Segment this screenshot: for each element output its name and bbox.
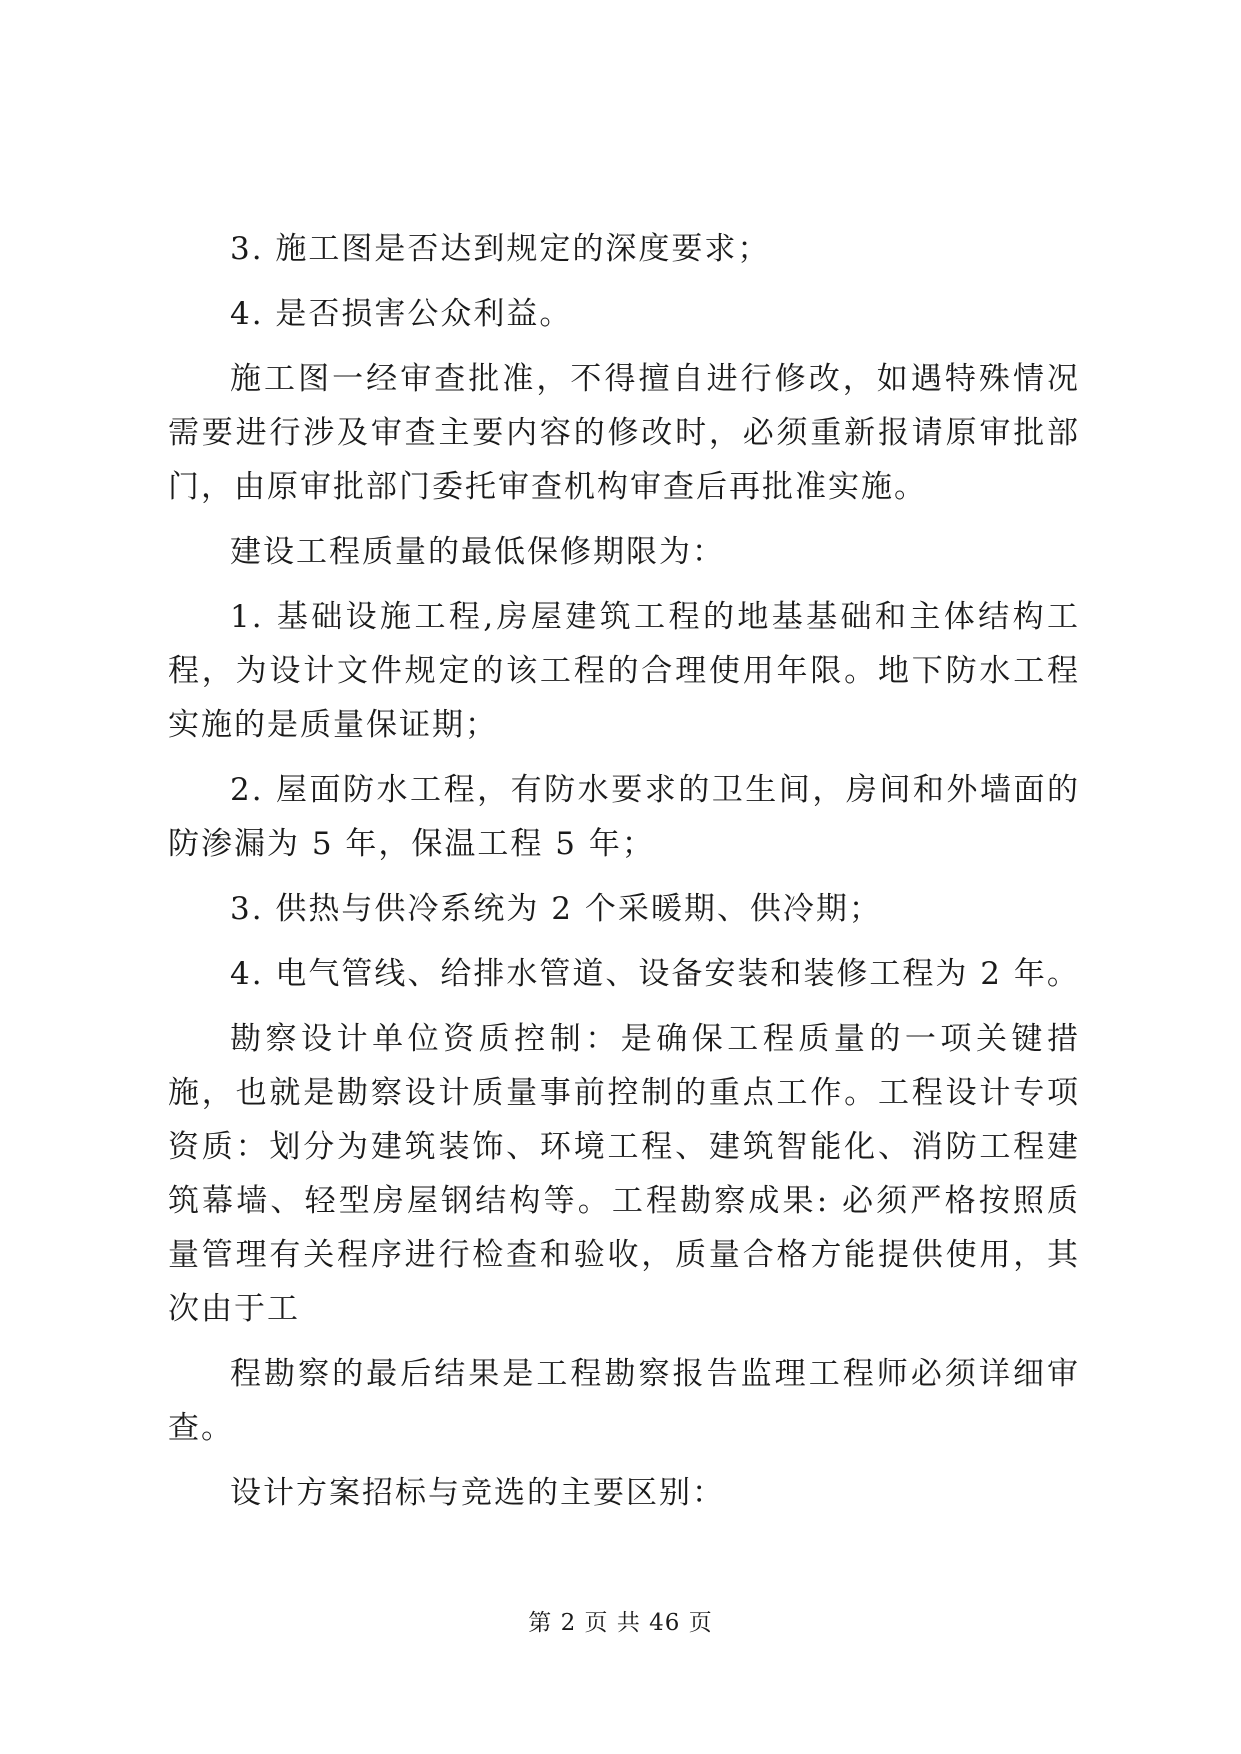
paragraph: 设计方案招标与竞选的主要区别： bbox=[230, 1475, 725, 1511]
paragraph: 3. 供热与供冷系统为 2 个采暖期、供冷期； bbox=[230, 891, 882, 927]
paragraph: 3. 施工图是否达到规定的深度要求； bbox=[230, 231, 771, 267]
paragraph: 4. 电气管线、给排水管道、设备安装和装修工程为 2 年。 bbox=[230, 956, 1080, 992]
paragraph: 2. 屋面防水工程，有防水要求的卫生间，房间和外墙面的防渗漏为 5 年，保温工程 5 年； bbox=[168, 772, 1080, 862]
paragraph: 1. 基础设施工程,房屋建筑工程的地基基础和主体结构工程，为设计文件规定的该工程的合理使用年限。地下防水工程实施的是质量保证期； bbox=[168, 599, 1080, 743]
paragraph: 勘察设计单位资质控制：是确保工程质量的一项关键措施，也就是勘察设计质量事前控制的重点工作。工程设计专项资质：划分为建筑装饰、环境工程、建筑智能化、消防工程建筑幕墙、轻型房屋钢结构等。工程勘察成果: 必须严格按照质量管理有关程序进行检查和验收，质量合格方能提供使用，其次由于工 bbox=[168, 1021, 1080, 1327]
paragraph: 4. 是否损害公众利益。 bbox=[230, 296, 573, 332]
paragraph: 程勘察的最后结果是工程勘察报告监理工程师必须详细审查。 bbox=[168, 1356, 1080, 1446]
page-number-footer: 第 2 页 共 46 页 bbox=[528, 1610, 713, 1636]
paragraph: 建设工程质量的最低保修期限为： bbox=[230, 534, 725, 570]
paragraph: 施工图一经审查批准，不得擅自进行修改，如遇特殊情况需要进行涉及审查主要内容的修改时，必须重新报请原审批部门，由原审批部门委托审查机构审查后再批准实施。 bbox=[168, 361, 1080, 505]
document-body bbox=[168, 222, 1080, 1531]
